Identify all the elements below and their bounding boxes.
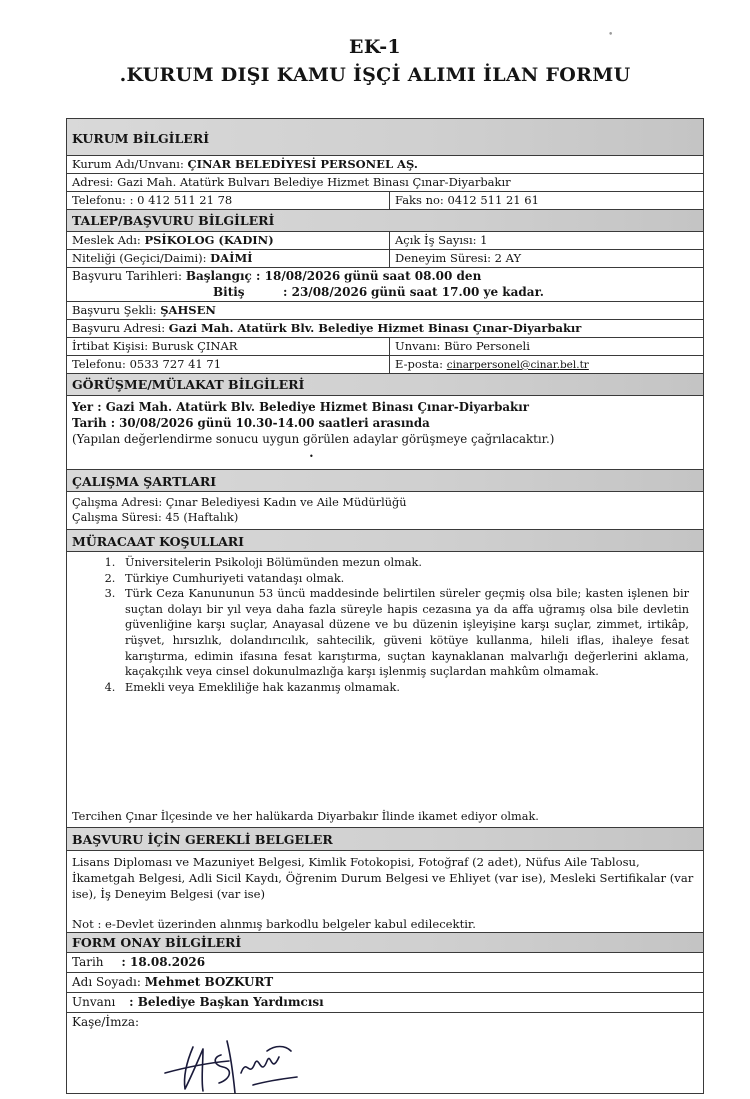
value-yer: : Gazi Mah. Atatürk Blv. Belediye Hizmet Binası Çınar-Diyarbakır [97,400,529,414]
cell-deneyim: Deneyim Süresi: 2 AY [389,250,703,267]
label-kurum-telefon: Telefonu: [72,193,126,207]
label-onay-ad: Adı Soyadı: [72,975,141,989]
label-kurum-adi: Kurum Adı/Unvanı: [72,157,184,171]
label-basvuru-sekli: Başvuru Şekli: [72,303,157,317]
cell-eposta [389,356,703,373]
label-basvuru-adresi: Başvuru Adresi: [72,321,166,335]
row-onay-tarih [67,953,703,973]
row-basvuru-sekli [67,302,703,320]
scan-speck: • [608,30,614,40]
value-belgeler: Lisans Diploması ve Mazuniyet Belgesi, Kimlik Fotokopisi, Fotoğraf (2 adet), Nüfus Aile Tablosu, İkametgah Belgesi, Adli Sicil Kaydı, Öğrenim Durum Belgesi ve Ehliyet (var ise), Mesleki Sertifikalar (var ise), İş Deneyim Belgesi (var ise) [72,855,694,901]
announcement-form [66,118,704,1094]
value-onay-tarih: : 18.08.2026 [121,955,206,969]
value-gorusme-tarih: : 30/08/2026 günü 10.30-14.00 saatleri arasında [110,416,430,430]
list-item: 3. Türk Ceza Kanununun 53 üncü maddesinde belirtilen süreler geçmiş olsa bile; kasten işlenen bir suçtan dolayı bir yıl veya daha fazla süreyle hapis cezasına ya da affa uğramış olsa bile devletin güvenliğine karşı suçlar, Anayasal düzene ve bu düzenin işleyişine karşı suçlar, zimmet, irtikâp, rüşvet, hırsızlık, dolandırıcılık, sahtecilik, güveni kötüye kullanma, hileli iflas, ihaleye fesat karıştırma, edimin ifasına fesat karıştırma, suçtan kaynaklanan malvarlığı değerlerini aklama, kaçakçılık veya cinsel dokunulmazlığa karşı işlenmiş suçlardan mahkûm olmamak. [119,586,689,680]
label-meslek: Meslek Adı: [72,233,141,247]
section-talep: TALEP/BAŞVURU BİLGİLERİ [67,210,703,232]
row-tercihen: Tercihen Çınar İlçesinde ve her halükarda Diyarbakır İlinde ikamet ediyor olmak. [72,810,539,823]
section-calisma: ÇALIŞMA ŞARTLARI [67,470,703,492]
section-belgeler: BAŞVURU İÇİN GEREKLİ BELGELER [67,827,703,851]
signature-image [157,1027,307,1099]
section-muracaat: MÜRACAAT KOŞULLARI [67,530,703,552]
row-kurum-adres [67,174,703,192]
section-kurum: KURUM BİLGİLERİ [67,119,703,156]
row-kurum-adi [67,156,703,174]
value-irtibat-telefon: Telefonu: 0533 727 41 71 [72,357,222,371]
value-calisma-suresi: Çalışma Süresi: 45 (Haftalık) [72,511,239,524]
value-bitis: : 23/08/2026 [283,285,368,299]
scan-dot: • [309,452,314,461]
belgeler-note: Not : e-Devlet üzerinden alınmış barkodlu belgeler kabul edilecektir. [72,917,476,931]
row-onay-unvan [67,993,703,1013]
row-nitelik [67,250,703,268]
muracaat-list-block [67,555,703,695]
value-onay-unvan: : Belediye Başkan Yardımcısı [129,995,324,1009]
value-baslangic-saat: günü saat 08.00 den [344,269,482,283]
list-item: 4. Emekli veya Emekliliğe hak kazanmış olmamak. [119,680,689,696]
label-onay-tarih: Tarih [72,955,104,969]
cell-acik-is: Açık İş Sayısı: 1 [389,232,703,249]
value-nitelik: DAİMİ [210,251,253,265]
label-eposta: E-posta: [395,357,444,371]
label-gorusme-tarih: Tarih [72,416,107,430]
cell-faks: Faks no: 0412 511 21 61 [389,192,703,209]
block-belgeler [67,851,703,933]
value-basvuru-adresi: Gazi Mah. Atatürk Blv. Belediye Hizmet Binası Çınar-Diyarbakır [168,321,582,335]
email-link[interactable]: cinarpersonel@cinar.bel.tr [446,359,589,371]
label-nitelik: Niteliği (Geçici/Daimi): [72,251,207,265]
row-basvuru-tarihleri [67,268,703,302]
label-basvuru-tarihleri: Başvuru Tarihleri: [72,269,183,283]
cell-unvan: Unvanı: Büro Personeli [389,338,703,355]
value-basvuru-sekli: ŞAHSEN [160,303,216,317]
value-onay-ad: Mehmet BOZKURT [144,975,274,989]
label-bitis: Bitiş [213,285,245,299]
label-kurum-adres: Adresi: [72,175,114,189]
row-basvuru-adresi [67,320,703,338]
muracaat-list [67,555,703,695]
value-meslek: PSİKOLOG (KADIN) [144,233,274,247]
row-irtibat-telefon [67,356,703,374]
value-kurum-adi: ÇINAR BELEDİYESİ PERSONEL AŞ. [187,157,418,171]
value-baslangic: Başlangıç : 18/08/2026 [185,269,341,283]
row-meslek [67,232,703,250]
page-subtitle: .KURUM DIŞI KAMU İŞÇİ ALIMI İLAN FORMU [119,64,631,86]
list-item: 2. Türkiye Cumhuriyeti vatandaşı olmak. [119,571,689,587]
value-kurum-telefon: : 0 412 511 21 78 [129,193,233,207]
list-item: 1. Üniversitelerin Psikoloji Bölümünden mezun olmak. [119,555,689,571]
row-kase-imza: Kaşe/İmza: [72,1015,140,1029]
section-onay: FORM ONAY BİLGİLERİ [67,933,703,953]
value-bitis-saat: günü saat 17.00 ye kadar. [371,285,544,299]
label-yer: Yer [72,400,94,414]
value-calisma-adresi: Çalışma Adresi: Çınar Belediyesi Kadın ve Aile Müdürlüğü [72,496,407,509]
row-onay-ad [67,973,703,993]
block-calisma [67,492,703,530]
value-kurum-adres: Gazi Mah. Atatürk Bulvarı Belediye Hizmet Binası Çınar-Diyarbakır [117,175,511,189]
value-irtibat: İrtibat Kişisi: Burusk ÇINAR [72,339,238,353]
page-title: EK-1 [349,36,401,58]
section-gorusme: GÖRÜŞME/MÜLAKAT BİLGİLERİ [67,374,703,396]
row-irtibat [67,338,703,356]
gorusme-note: (Yapılan değerlendirme sonucu uygun görülen adaylar görüşmeye çağrılacaktır.) [72,432,555,446]
block-gorusme [67,396,703,470]
row-kurum-telefon [67,192,703,210]
label-onay-unvan: Unvanı [72,995,116,1009]
